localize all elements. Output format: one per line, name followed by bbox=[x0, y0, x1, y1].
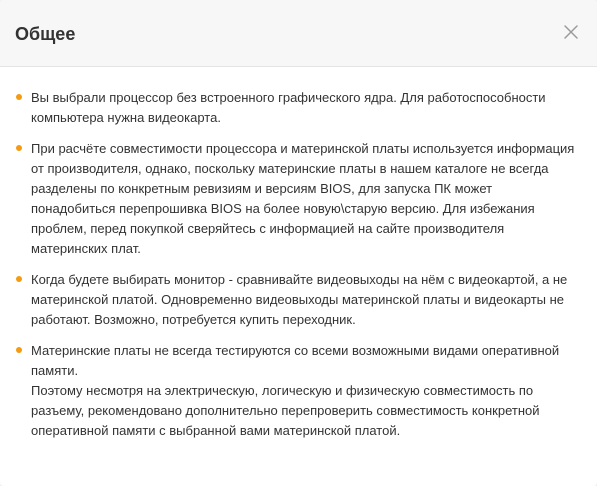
notice-text-line: памяти. bbox=[31, 363, 79, 378]
notice-text-line: от производителя, однако, поскольку материнские платы в нашем каталоге не всегда bbox=[31, 161, 549, 176]
bullet-icon bbox=[16, 347, 22, 353]
notice-list bbox=[16, 88, 577, 441]
notice-text-line: компьютера нужна видеокарта. bbox=[31, 110, 221, 125]
notice-text-line: Когда будете выбирать монитор - сравнивайте видеовыходы на нём с видеокартой, а не bbox=[31, 272, 568, 287]
notice-item-memory-compatibility bbox=[16, 341, 577, 441]
dialog-header bbox=[0, 0, 597, 67]
notice-text-line: разъему, рекомендовано дополнительно перепроверить совместимость конкретной bbox=[31, 403, 540, 418]
dialog-body bbox=[0, 67, 597, 441]
notice-text-line: проблем, перед покупкой сверяйтесь с информацией на сайте производителя bbox=[31, 221, 505, 236]
notice-text-line: Вы выбрали процессор без встроенного графического ядра. Для работоспособности bbox=[31, 90, 546, 105]
notice-text-line: разделены по конкретным ревизиям и версиям BIOS, для запуска ПК может bbox=[31, 181, 493, 196]
notice-text-line: понадобиться перепрошивка BIOS на более новую\старую версию. Для избежания bbox=[31, 201, 535, 216]
notice-text-line: оперативной памяти с выбранной вами материнской платой. bbox=[31, 423, 401, 438]
notice-text-line: материнской платой. Одновременно видеовыходы материнской платы и видеокарты не bbox=[31, 292, 565, 307]
notice-text-line: работают. Возможно, потребуется купить переходник. bbox=[31, 312, 356, 327]
notice-item-monitor-outputs bbox=[16, 270, 577, 330]
notice-text-line: материнских плат. bbox=[31, 241, 141, 256]
notice-text-line: При расчёте совместимости процессора и материнской платы используется информация bbox=[31, 141, 575, 156]
notice-text-line: Поэтому несмотря на электрическую, логическую и физическую совместимость по bbox=[31, 383, 534, 398]
notice-text-line: Материнские платы не всегда тестируются со всеми возможными видами оперативной bbox=[31, 343, 560, 358]
close-icon bbox=[563, 24, 579, 40]
dialog-title: Общее bbox=[15, 24, 76, 44]
bullet-icon bbox=[16, 145, 22, 151]
close-button[interactable] bbox=[563, 24, 579, 40]
notice-item-bios-compatibility bbox=[16, 139, 577, 259]
bullet-icon bbox=[16, 94, 22, 100]
bullet-icon bbox=[16, 276, 22, 282]
notice-item-integrated-graphics bbox=[16, 88, 577, 128]
